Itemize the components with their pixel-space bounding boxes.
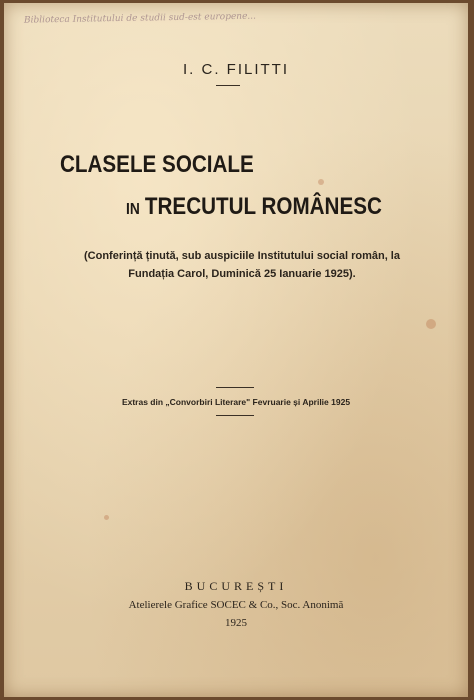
handwritten-library-note: Biblioteca Institutului de studii sud-est europene... [23, 11, 257, 26]
title-line-2-main: TRECUTUL ROMÂNESC [144, 193, 382, 220]
title-line-2-prefix: IN [126, 201, 140, 218]
imprint-year: 1925 [225, 617, 247, 629]
title-line-1: CLASELE SOCIALE [60, 151, 254, 178]
book-cover-page [4, 3, 468, 697]
imprint-city: BUCUREȘTI [184, 579, 288, 593]
extract-note: Extras din „Convorbiri Literare" Fevruarie și Aprilie 1925 [121, 397, 351, 407]
subtitle-line-2: Fundația Carol, Duminică 25 Ianuarie 1925). [128, 268, 356, 280]
extract-bottom-rule [216, 415, 254, 416]
stain-mark [104, 515, 109, 520]
author-divider [216, 85, 240, 86]
subtitle [64, 247, 420, 283]
subtitle-line-1: (Conferință ținută, sub auspiciile Institutului social român, la [84, 250, 400, 262]
author-name: I. C. FILITTI [182, 61, 289, 78]
stain-mark [426, 319, 436, 329]
stain-mark [318, 179, 324, 185]
title-line-2 [126, 193, 382, 221]
imprint-publisher: Atelierele Grafice SOCEC & Co., Soc. Anonimă [128, 599, 344, 611]
extract-top-rule [216, 387, 254, 388]
